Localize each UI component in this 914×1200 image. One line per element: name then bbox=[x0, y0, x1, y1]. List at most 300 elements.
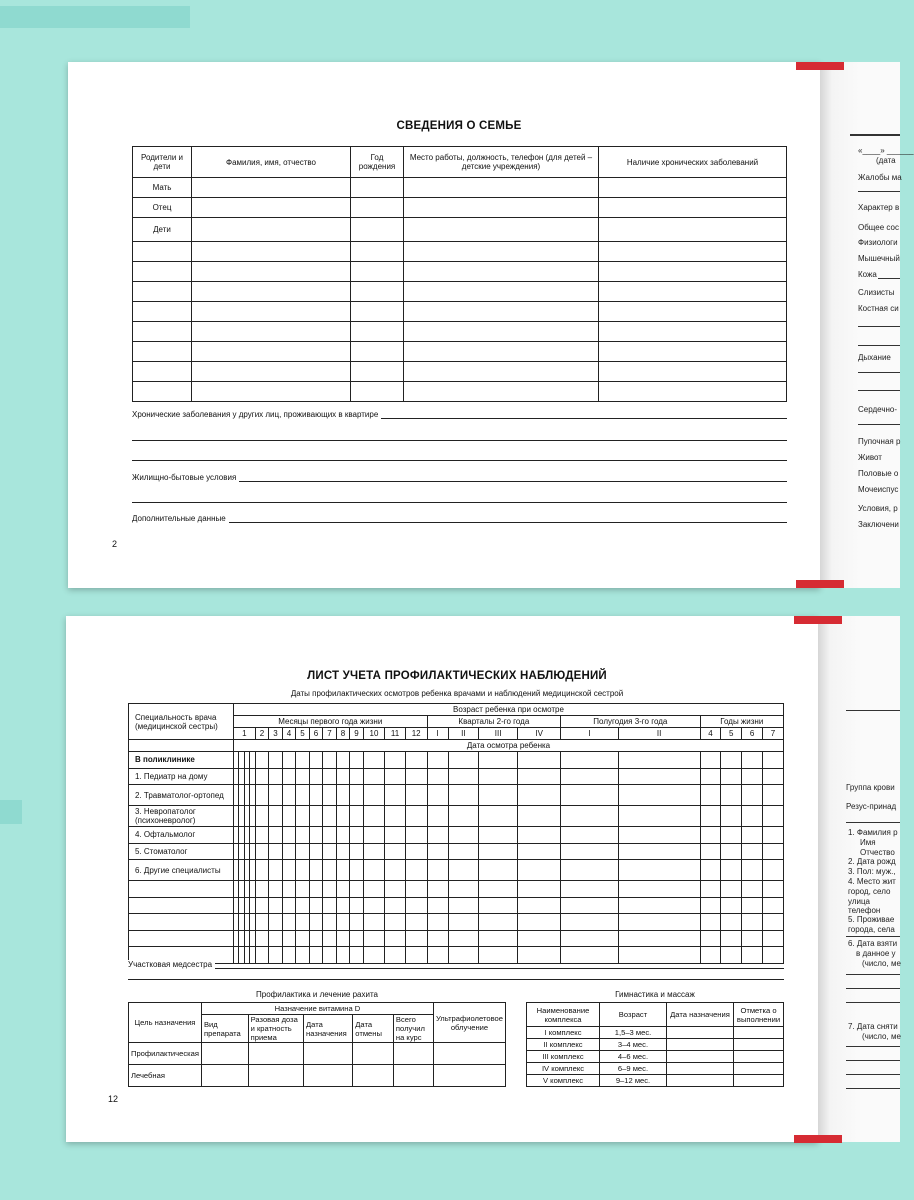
date-cell[interactable] bbox=[405, 881, 427, 898]
date-cell[interactable] bbox=[618, 827, 700, 844]
date-cell[interactable] bbox=[269, 881, 283, 898]
date-cell[interactable] bbox=[742, 897, 763, 914]
date-cell[interactable] bbox=[269, 947, 283, 964]
cell[interactable] bbox=[248, 1065, 303, 1087]
date-cell[interactable] bbox=[296, 785, 310, 806]
date-cell[interactable] bbox=[518, 768, 561, 785]
date-cell[interactable] bbox=[309, 785, 323, 806]
date-cell[interactable] bbox=[336, 897, 350, 914]
cell[interactable] bbox=[433, 1043, 505, 1065]
cell[interactable] bbox=[404, 362, 599, 382]
date-cell[interactable] bbox=[255, 897, 269, 914]
cell[interactable] bbox=[133, 242, 192, 262]
cell[interactable] bbox=[351, 198, 404, 218]
date-cell[interactable] bbox=[742, 752, 763, 769]
cell[interactable] bbox=[404, 218, 599, 242]
date-cell[interactable] bbox=[448, 860, 478, 881]
date-cell[interactable] bbox=[350, 806, 364, 827]
date-cell[interactable] bbox=[618, 843, 700, 860]
date-cell[interactable] bbox=[427, 860, 448, 881]
cell[interactable] bbox=[599, 342, 787, 362]
date-cell[interactable] bbox=[448, 947, 478, 964]
cell[interactable] bbox=[599, 198, 787, 218]
date-cell[interactable] bbox=[561, 752, 618, 769]
date-cell[interactable] bbox=[518, 785, 561, 806]
cell[interactable] bbox=[393, 1065, 433, 1087]
cell[interactable] bbox=[667, 1075, 734, 1087]
date-cell[interactable] bbox=[721, 897, 742, 914]
date-cell[interactable] bbox=[742, 881, 763, 898]
date-cell[interactable] bbox=[363, 827, 385, 844]
date-cell[interactable] bbox=[363, 785, 385, 806]
date-cell[interactable] bbox=[427, 752, 448, 769]
date-cell[interactable] bbox=[350, 897, 364, 914]
date-cell[interactable] bbox=[405, 947, 427, 964]
date-cell[interactable] bbox=[255, 768, 269, 785]
date-cell[interactable] bbox=[255, 914, 269, 931]
date-cell[interactable] bbox=[363, 843, 385, 860]
date-cell[interactable] bbox=[762, 806, 783, 827]
date-cell[interactable] bbox=[309, 827, 323, 844]
cell[interactable] bbox=[433, 1065, 505, 1087]
cell[interactable] bbox=[393, 1043, 433, 1065]
date-cell[interactable] bbox=[336, 827, 350, 844]
cell[interactable] bbox=[192, 362, 351, 382]
date-cell[interactable] bbox=[296, 897, 310, 914]
date-cell[interactable] bbox=[427, 785, 448, 806]
date-cell[interactable] bbox=[309, 768, 323, 785]
date-cell[interactable] bbox=[296, 881, 310, 898]
date-cell[interactable] bbox=[255, 806, 269, 827]
cell[interactable] bbox=[351, 242, 404, 262]
extra-line[interactable] bbox=[132, 522, 787, 523]
date-cell[interactable] bbox=[742, 914, 763, 931]
cell[interactable] bbox=[351, 322, 404, 342]
date-cell[interactable] bbox=[323, 881, 337, 898]
date-cell[interactable] bbox=[309, 843, 323, 860]
date-cell[interactable] bbox=[269, 785, 283, 806]
date-cell[interactable] bbox=[269, 752, 283, 769]
date-cell[interactable] bbox=[518, 947, 561, 964]
date-cell[interactable] bbox=[721, 843, 742, 860]
date-cell[interactable] bbox=[742, 827, 763, 844]
date-cell[interactable] bbox=[385, 827, 406, 844]
date-cell[interactable] bbox=[405, 806, 427, 827]
date-cell[interactable] bbox=[479, 768, 518, 785]
cell[interactable] bbox=[133, 342, 192, 362]
date-cell[interactable] bbox=[700, 843, 721, 860]
cell[interactable] bbox=[599, 218, 787, 242]
date-cell[interactable] bbox=[700, 806, 721, 827]
date-cell[interactable] bbox=[350, 881, 364, 898]
date-cell[interactable] bbox=[282, 930, 296, 947]
date-cell[interactable] bbox=[350, 843, 364, 860]
cell[interactable] bbox=[404, 342, 599, 362]
cell[interactable] bbox=[734, 1027, 784, 1039]
date-cell[interactable] bbox=[323, 827, 337, 844]
date-cell[interactable] bbox=[336, 881, 350, 898]
date-cell[interactable] bbox=[269, 806, 283, 827]
cell[interactable] bbox=[353, 1065, 394, 1087]
date-cell[interactable] bbox=[296, 947, 310, 964]
date-cell[interactable] bbox=[405, 785, 427, 806]
date-cell[interactable] bbox=[427, 881, 448, 898]
date-cell[interactable] bbox=[561, 914, 618, 931]
date-cell[interactable] bbox=[363, 806, 385, 827]
cell[interactable] bbox=[351, 342, 404, 362]
date-cell[interactable] bbox=[255, 947, 269, 964]
cell[interactable] bbox=[133, 262, 192, 282]
date-cell[interactable] bbox=[561, 827, 618, 844]
cell[interactable] bbox=[201, 1043, 248, 1065]
cell[interactable] bbox=[351, 382, 404, 402]
date-cell[interactable] bbox=[296, 860, 310, 881]
date-cell[interactable] bbox=[385, 930, 406, 947]
date-cell[interactable] bbox=[427, 914, 448, 931]
date-cell[interactable] bbox=[269, 897, 283, 914]
date-cell[interactable] bbox=[448, 843, 478, 860]
date-cell[interactable] bbox=[296, 752, 310, 769]
date-cell[interactable] bbox=[323, 843, 337, 860]
date-cell[interactable] bbox=[363, 860, 385, 881]
date-cell[interactable] bbox=[427, 768, 448, 785]
date-cell[interactable] bbox=[336, 914, 350, 931]
date-cell[interactable] bbox=[742, 947, 763, 964]
date-cell[interactable] bbox=[296, 843, 310, 860]
date-cell[interactable] bbox=[479, 881, 518, 898]
date-cell[interactable] bbox=[282, 785, 296, 806]
date-cell[interactable] bbox=[721, 752, 742, 769]
date-cell[interactable] bbox=[618, 752, 700, 769]
date-cell[interactable] bbox=[350, 752, 364, 769]
date-cell[interactable] bbox=[762, 752, 783, 769]
date-cell[interactable] bbox=[282, 914, 296, 931]
cell[interactable] bbox=[248, 1043, 303, 1065]
date-cell[interactable] bbox=[385, 806, 406, 827]
date-cell[interactable] bbox=[309, 860, 323, 881]
date-cell[interactable] bbox=[336, 806, 350, 827]
date-cell[interactable] bbox=[296, 914, 310, 931]
date-cell[interactable] bbox=[282, 827, 296, 844]
date-cell[interactable] bbox=[479, 930, 518, 947]
date-cell[interactable] bbox=[309, 930, 323, 947]
date-cell[interactable] bbox=[323, 752, 337, 769]
cell[interactable] bbox=[192, 198, 351, 218]
date-cell[interactable] bbox=[323, 930, 337, 947]
date-cell[interactable] bbox=[336, 752, 350, 769]
date-cell[interactable] bbox=[427, 843, 448, 860]
date-cell[interactable] bbox=[448, 930, 478, 947]
date-cell[interactable] bbox=[518, 860, 561, 881]
date-cell[interactable] bbox=[255, 881, 269, 898]
date-cell[interactable] bbox=[385, 752, 406, 769]
cell[interactable] bbox=[404, 302, 599, 322]
date-cell[interactable] bbox=[618, 881, 700, 898]
date-cell[interactable] bbox=[700, 752, 721, 769]
date-cell[interactable] bbox=[405, 860, 427, 881]
cell[interactable] bbox=[404, 242, 599, 262]
cell[interactable] bbox=[667, 1063, 734, 1075]
date-cell[interactable] bbox=[405, 827, 427, 844]
cell[interactable] bbox=[351, 302, 404, 322]
date-cell[interactable] bbox=[742, 806, 763, 827]
date-cell[interactable] bbox=[255, 860, 269, 881]
cell[interactable] bbox=[304, 1065, 353, 1087]
date-cell[interactable] bbox=[721, 930, 742, 947]
blank-line[interactable] bbox=[128, 979, 784, 980]
cell[interactable] bbox=[599, 178, 787, 198]
cell[interactable] bbox=[192, 262, 351, 282]
date-cell[interactable] bbox=[479, 843, 518, 860]
cell[interactable] bbox=[192, 282, 351, 302]
date-cell[interactable] bbox=[427, 930, 448, 947]
date-cell[interactable] bbox=[385, 860, 406, 881]
date-cell[interactable] bbox=[427, 947, 448, 964]
date-cell[interactable] bbox=[618, 947, 700, 964]
date-cell[interactable] bbox=[721, 785, 742, 806]
date-cell[interactable] bbox=[618, 860, 700, 881]
cell[interactable] bbox=[404, 198, 599, 218]
date-cell[interactable] bbox=[762, 843, 783, 860]
date-cell[interactable] bbox=[296, 768, 310, 785]
cell[interactable] bbox=[734, 1075, 784, 1087]
date-cell[interactable] bbox=[405, 843, 427, 860]
cell[interactable] bbox=[599, 242, 787, 262]
date-cell[interactable] bbox=[363, 947, 385, 964]
date-cell[interactable] bbox=[350, 768, 364, 785]
date-cell[interactable] bbox=[742, 768, 763, 785]
cell[interactable] bbox=[351, 262, 404, 282]
date-cell[interactable] bbox=[350, 914, 364, 931]
date-cell[interactable] bbox=[323, 860, 337, 881]
date-cell[interactable] bbox=[255, 930, 269, 947]
date-cell[interactable] bbox=[479, 947, 518, 964]
date-cell[interactable] bbox=[323, 806, 337, 827]
cell[interactable] bbox=[599, 322, 787, 342]
date-cell[interactable] bbox=[762, 930, 783, 947]
date-cell[interactable] bbox=[448, 827, 478, 844]
date-cell[interactable] bbox=[309, 947, 323, 964]
date-cell[interactable] bbox=[700, 860, 721, 881]
date-cell[interactable] bbox=[618, 914, 700, 931]
date-cell[interactable] bbox=[323, 947, 337, 964]
cell[interactable] bbox=[404, 178, 599, 198]
date-cell[interactable] bbox=[309, 897, 323, 914]
date-cell[interactable] bbox=[518, 881, 561, 898]
date-cell[interactable] bbox=[721, 827, 742, 844]
cell[interactable] bbox=[133, 362, 192, 382]
date-cell[interactable] bbox=[282, 768, 296, 785]
date-cell[interactable] bbox=[282, 806, 296, 827]
date-cell[interactable] bbox=[561, 785, 618, 806]
date-cell[interactable] bbox=[323, 897, 337, 914]
date-cell[interactable] bbox=[561, 881, 618, 898]
cell[interactable] bbox=[133, 282, 192, 302]
date-cell[interactable] bbox=[479, 806, 518, 827]
date-cell[interactable] bbox=[385, 897, 406, 914]
date-cell[interactable] bbox=[762, 881, 783, 898]
date-cell[interactable] bbox=[363, 768, 385, 785]
date-cell[interactable] bbox=[762, 785, 783, 806]
date-cell[interactable] bbox=[700, 897, 721, 914]
cell[interactable] bbox=[599, 302, 787, 322]
date-cell[interactable] bbox=[742, 843, 763, 860]
date-cell[interactable] bbox=[255, 785, 269, 806]
date-cell[interactable] bbox=[350, 785, 364, 806]
date-cell[interactable] bbox=[742, 785, 763, 806]
date-cell[interactable] bbox=[385, 768, 406, 785]
cell[interactable] bbox=[351, 178, 404, 198]
date-cell[interactable] bbox=[762, 897, 783, 914]
date-cell[interactable] bbox=[336, 860, 350, 881]
cell[interactable] bbox=[667, 1051, 734, 1063]
cell[interactable] bbox=[353, 1043, 394, 1065]
date-cell[interactable] bbox=[336, 930, 350, 947]
date-cell[interactable] bbox=[561, 843, 618, 860]
date-cell[interactable] bbox=[700, 768, 721, 785]
date-cell[interactable] bbox=[479, 752, 518, 769]
date-cell[interactable] bbox=[350, 860, 364, 881]
date-cell[interactable] bbox=[700, 827, 721, 844]
cell[interactable] bbox=[599, 262, 787, 282]
date-cell[interactable] bbox=[296, 827, 310, 844]
blank-line[interactable] bbox=[132, 460, 787, 461]
date-cell[interactable] bbox=[405, 752, 427, 769]
date-cell[interactable] bbox=[255, 827, 269, 844]
date-cell[interactable] bbox=[269, 843, 283, 860]
cell[interactable] bbox=[201, 1065, 248, 1087]
date-cell[interactable] bbox=[282, 752, 296, 769]
blank-line[interactable] bbox=[132, 502, 787, 503]
date-cell[interactable] bbox=[269, 860, 283, 881]
date-cell[interactable] bbox=[405, 768, 427, 785]
date-cell[interactable] bbox=[385, 881, 406, 898]
date-cell[interactable] bbox=[561, 897, 618, 914]
nurse-line[interactable] bbox=[128, 968, 784, 969]
date-cell[interactable] bbox=[427, 827, 448, 844]
date-cell[interactable] bbox=[762, 914, 783, 931]
date-cell[interactable] bbox=[518, 914, 561, 931]
date-cell[interactable] bbox=[448, 881, 478, 898]
date-cell[interactable] bbox=[350, 930, 364, 947]
date-cell[interactable] bbox=[336, 768, 350, 785]
cell[interactable] bbox=[404, 322, 599, 342]
date-cell[interactable] bbox=[448, 785, 478, 806]
date-cell[interactable] bbox=[309, 881, 323, 898]
date-cell[interactable] bbox=[448, 768, 478, 785]
date-cell[interactable] bbox=[700, 914, 721, 931]
date-cell[interactable] bbox=[479, 860, 518, 881]
date-cell[interactable] bbox=[742, 860, 763, 881]
date-cell[interactable] bbox=[448, 752, 478, 769]
date-cell[interactable] bbox=[282, 881, 296, 898]
cell[interactable] bbox=[133, 302, 192, 322]
date-cell[interactable] bbox=[385, 947, 406, 964]
date-cell[interactable] bbox=[721, 806, 742, 827]
date-cell[interactable] bbox=[721, 947, 742, 964]
date-cell[interactable] bbox=[479, 785, 518, 806]
cell[interactable] bbox=[192, 382, 351, 402]
date-cell[interactable] bbox=[700, 947, 721, 964]
date-cell[interactable] bbox=[518, 806, 561, 827]
date-cell[interactable] bbox=[518, 752, 561, 769]
date-cell[interactable] bbox=[762, 827, 783, 844]
date-cell[interactable] bbox=[255, 843, 269, 860]
date-cell[interactable] bbox=[561, 860, 618, 881]
cell[interactable] bbox=[192, 342, 351, 362]
cell[interactable] bbox=[404, 262, 599, 282]
cell[interactable] bbox=[667, 1039, 734, 1051]
cell[interactable] bbox=[404, 382, 599, 402]
date-cell[interactable] bbox=[282, 843, 296, 860]
cell[interactable] bbox=[192, 178, 351, 198]
cell[interactable] bbox=[133, 322, 192, 342]
cell[interactable] bbox=[133, 382, 192, 402]
date-cell[interactable] bbox=[385, 914, 406, 931]
date-cell[interactable] bbox=[309, 806, 323, 827]
date-cell[interactable] bbox=[323, 785, 337, 806]
date-cell[interactable] bbox=[518, 930, 561, 947]
cell[interactable] bbox=[734, 1051, 784, 1063]
date-cell[interactable] bbox=[269, 914, 283, 931]
date-cell[interactable] bbox=[721, 768, 742, 785]
cell[interactable] bbox=[192, 322, 351, 342]
blank-line[interactable] bbox=[132, 440, 787, 441]
cell[interactable] bbox=[192, 218, 351, 242]
date-cell[interactable] bbox=[336, 843, 350, 860]
cell[interactable] bbox=[599, 282, 787, 302]
date-cell[interactable] bbox=[269, 930, 283, 947]
cell[interactable] bbox=[304, 1043, 353, 1065]
date-cell[interactable] bbox=[350, 947, 364, 964]
date-cell[interactable] bbox=[363, 881, 385, 898]
date-cell[interactable] bbox=[518, 843, 561, 860]
date-cell[interactable] bbox=[618, 897, 700, 914]
date-cell[interactable] bbox=[618, 930, 700, 947]
cell[interactable] bbox=[192, 242, 351, 262]
date-cell[interactable] bbox=[518, 897, 561, 914]
date-cell[interactable] bbox=[296, 930, 310, 947]
date-cell[interactable] bbox=[448, 806, 478, 827]
cell[interactable] bbox=[734, 1039, 784, 1051]
date-cell[interactable] bbox=[405, 930, 427, 947]
date-cell[interactable] bbox=[700, 930, 721, 947]
cell[interactable] bbox=[192, 302, 351, 322]
date-cell[interactable] bbox=[700, 881, 721, 898]
date-cell[interactable] bbox=[350, 827, 364, 844]
date-cell[interactable] bbox=[479, 914, 518, 931]
date-cell[interactable] bbox=[762, 768, 783, 785]
date-cell[interactable] bbox=[518, 827, 561, 844]
date-cell[interactable] bbox=[448, 897, 478, 914]
date-cell[interactable] bbox=[296, 806, 310, 827]
date-cell[interactable] bbox=[721, 860, 742, 881]
date-cell[interactable] bbox=[323, 914, 337, 931]
cell[interactable] bbox=[351, 218, 404, 242]
date-cell[interactable] bbox=[742, 930, 763, 947]
date-cell[interactable] bbox=[336, 785, 350, 806]
cell[interactable] bbox=[599, 362, 787, 382]
date-cell[interactable] bbox=[561, 930, 618, 947]
date-cell[interactable] bbox=[255, 752, 269, 769]
date-cell[interactable] bbox=[363, 752, 385, 769]
date-cell[interactable] bbox=[618, 806, 700, 827]
date-cell[interactable] bbox=[618, 768, 700, 785]
cell[interactable] bbox=[351, 282, 404, 302]
date-cell[interactable] bbox=[269, 768, 283, 785]
date-cell[interactable] bbox=[269, 827, 283, 844]
date-cell[interactable] bbox=[405, 914, 427, 931]
